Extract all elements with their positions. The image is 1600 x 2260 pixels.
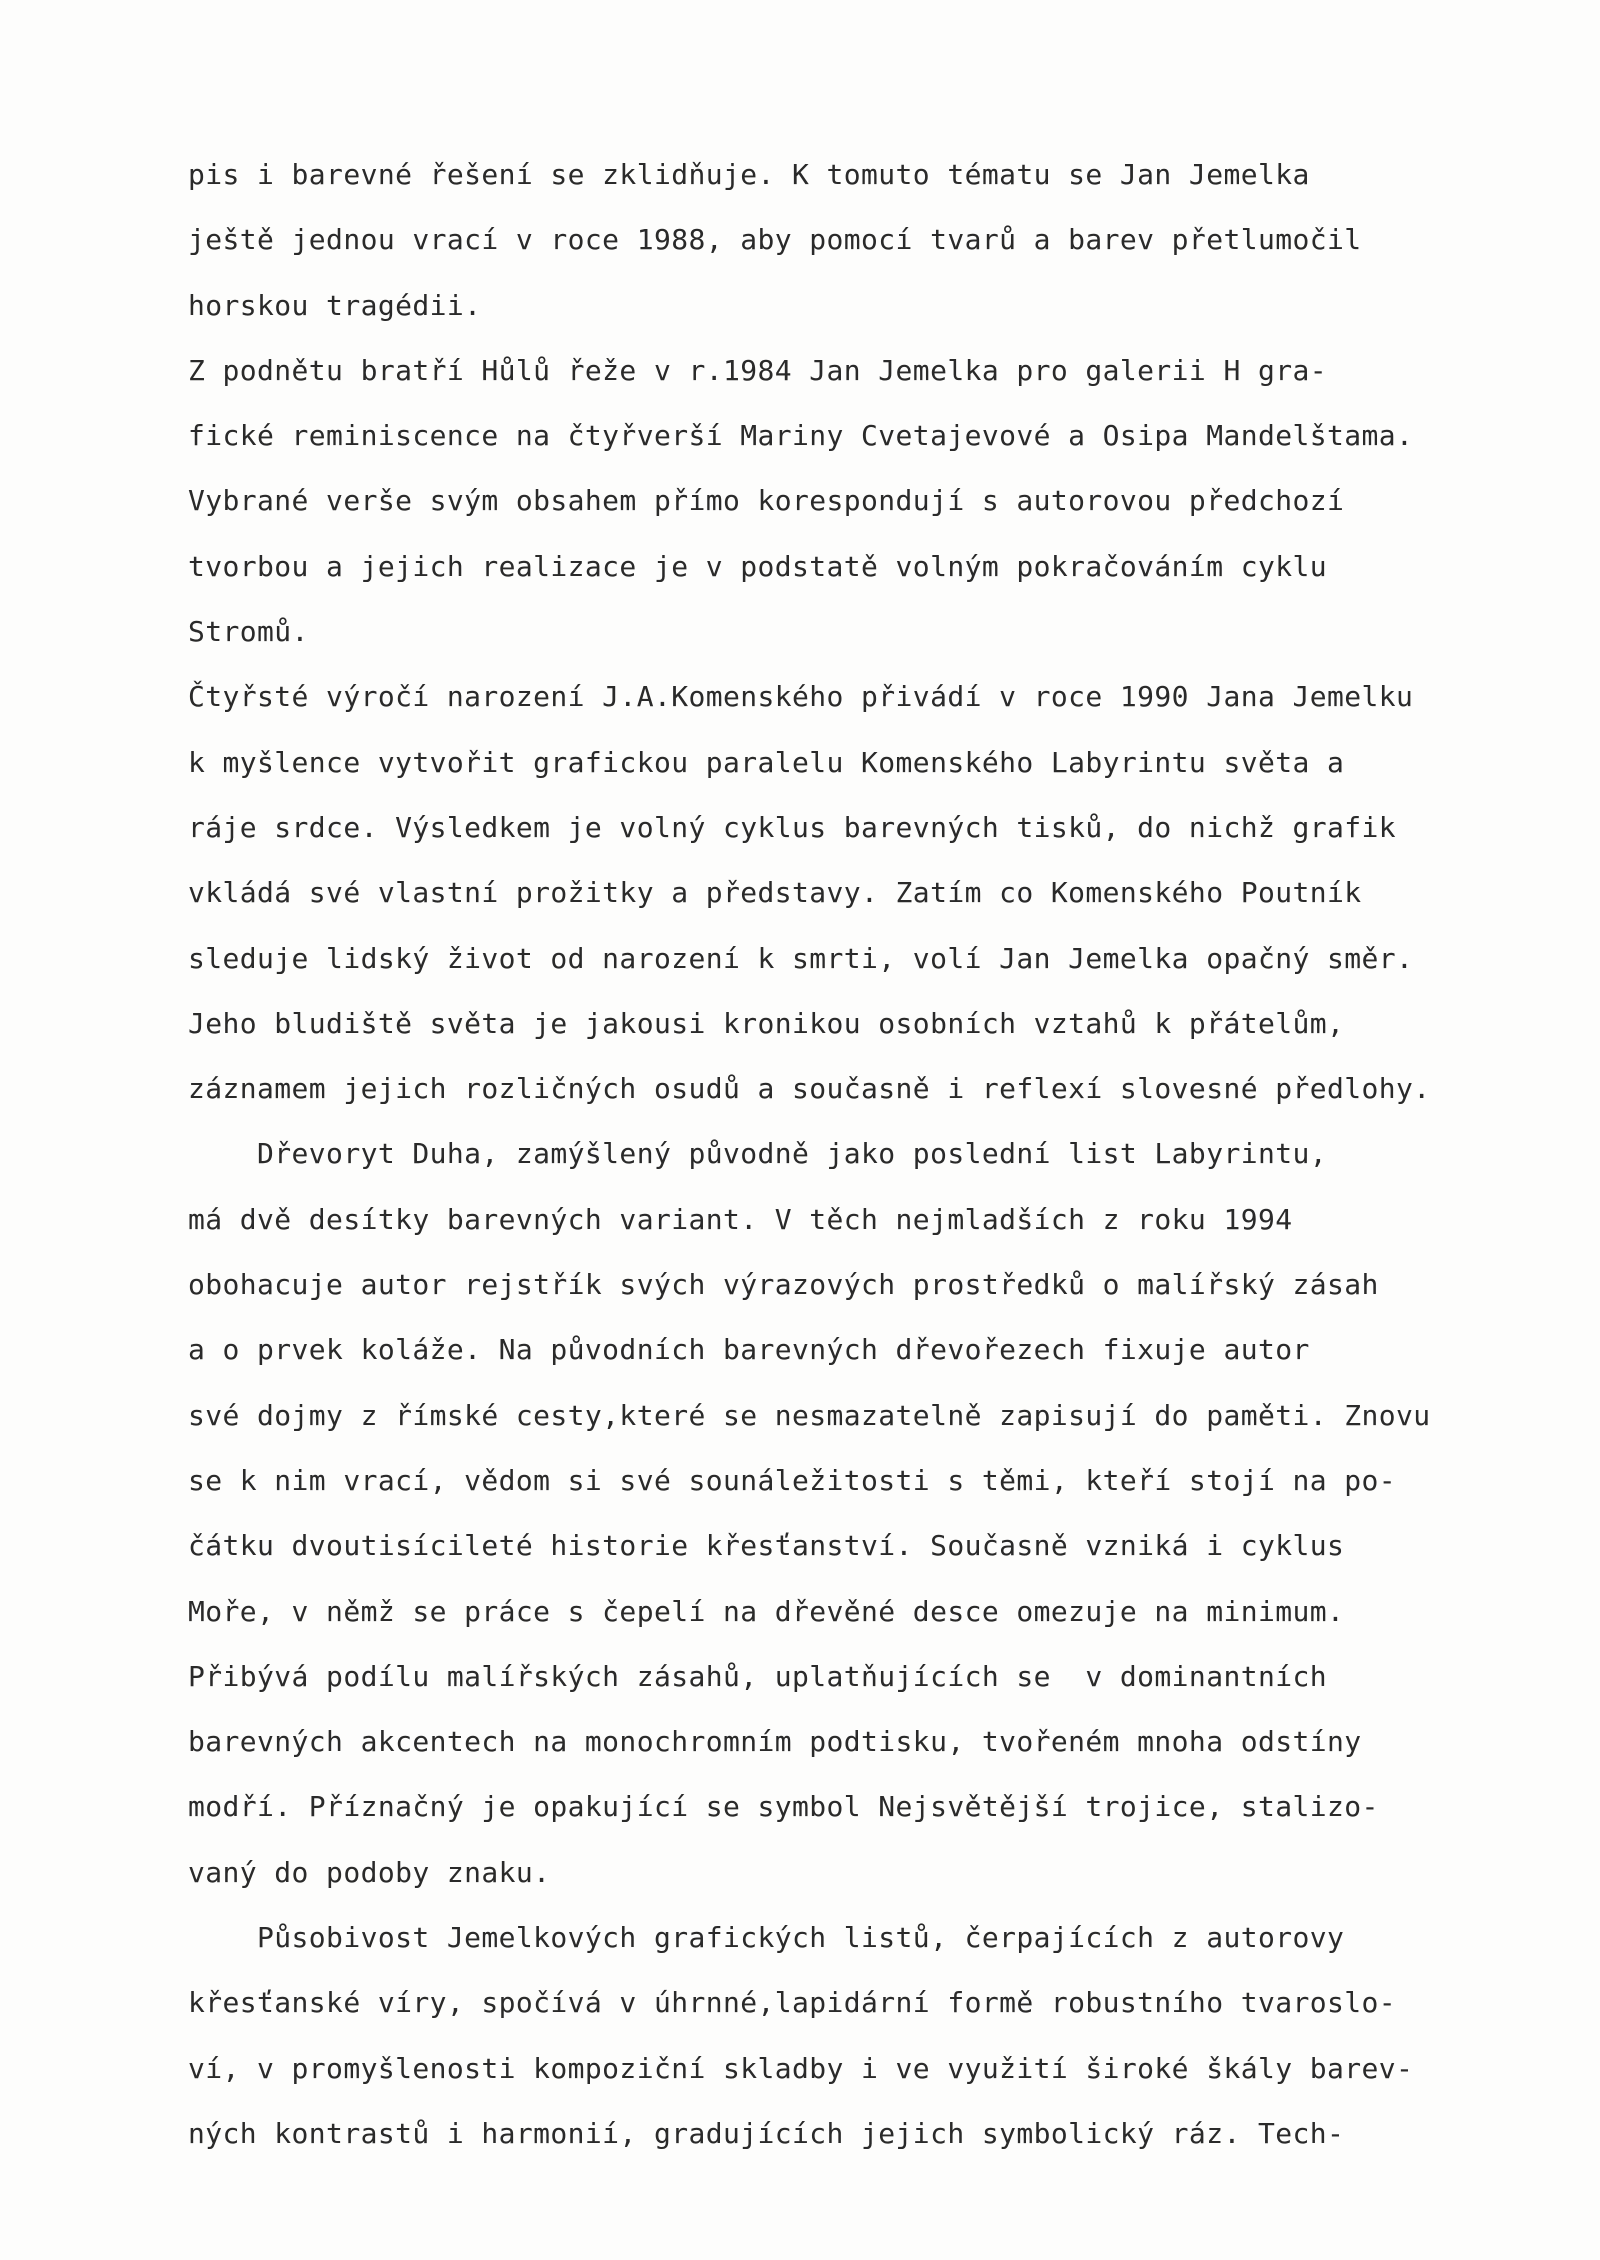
typewritten-text-body: [188, 142, 1600, 2166]
text-line: Jeho bludiště světa je jakousi kronikou osobních vztahů k přátelům,: [188, 1006, 1345, 1040]
text-line: Stromů.: [188, 615, 309, 649]
text-line: má dvě desítky barevných variant. V těch nejmladších z roku 1994: [188, 1202, 1293, 1236]
text-line: Vybrané verše svým obsahem přímo korespondují s autorovou předchozí: [188, 484, 1345, 518]
text-line: vkládá své vlastní prožitky a představy. Zatím co Komenského Poutník: [188, 876, 1362, 910]
text-line: se k nim vrací, vědom si své sounáležitosti s těmi, kteří stojí na po-: [188, 1463, 1397, 1497]
text-line: barevných akcentech na monochromním podtisku, tvořeném mnoha odstíny: [188, 1725, 1362, 1759]
text-line: horskou tragédii.: [188, 288, 482, 322]
text-line: vaný do podoby znaku.: [188, 1855, 551, 1889]
text-line: ráje srdce. Výsledkem je volný cyklus barevných tisků, do nichž grafik: [188, 810, 1397, 844]
text-line: své dojmy z římské cesty,které se nesmazatelně zapisují do paměti. Znovu: [188, 1398, 1431, 1432]
text-line: ví, v promyšlenosti kompoziční skladby i ve využití široké škály barev-: [188, 2051, 1414, 2085]
text-line: ných kontrastů i harmonií, gradujících jejich symbolický ráz. Tech-: [188, 2116, 1345, 2150]
text-line: obohacuje autor rejstřík svých výrazových prostředků o malířský zásah: [188, 1268, 1379, 1302]
text-line: Z podnětu bratří Hůlů řeže v r.1984 Jan Jemelka pro galerii H gra-: [188, 353, 1327, 387]
text-line: a o prvek koláže. Na původních barevných dřevořezech fixuje autor: [188, 1333, 1310, 1367]
text-line: Působivost Jemelkových grafických listů, čerpajících z autorovy: [188, 1921, 1345, 1955]
text-line: pis i barevné řešení se zklidňuje. K tomuto tématu se Jan Jemelka: [188, 158, 1310, 191]
text-line: Dřevoryt Duha, zamýšlený původně jako poslední list Labyrintu,: [188, 1137, 1327, 1171]
text-line: Přibývá podílu malířských zásahů, uplatňujících se v dominantních: [188, 1659, 1327, 1693]
text-line: záznamem jejich rozličných osudů a současně i reflexí slovesné předlohy.: [188, 1072, 1431, 1106]
text-line: sleduje lidský život od narození k smrti, volí Jan Jemelka opačný směr.: [188, 941, 1414, 975]
text-line: tvorbou a jejich realizace je v podstatě volným pokračováním cyklu: [188, 549, 1327, 583]
text-line: k myšlence vytvořit grafickou paralelu Komenského Labyrintu světa a: [188, 745, 1345, 779]
text-line: fické reminiscence na čtyřverší Mariny Cvetajevové a Osipa Mandelštama.: [188, 419, 1414, 453]
text-line: Čtyřsté výročí narození J.A.Komenského přivádí v roce 1990 Jana Jemelku: [188, 680, 1414, 714]
text-line: ještě jednou vrací v roce 1988, aby pomocí tvarů a barev přetlumočil: [188, 223, 1362, 257]
text-line: Moře, v němž se práce s čepelí na dřevěné desce omezuje na minimum.: [188, 1594, 1345, 1628]
text-line: čátku dvoutisícileté historie křesťanství. Současně vzniká i cyklus: [188, 1529, 1345, 1563]
text-line: křesťanské víry, spočívá v úhrnné,lapidární formě robustního tvaroslo-: [188, 1986, 1397, 2020]
text-line: modří. Příznačný je opakující se symbol Nejsvětější trojice, stalizo-: [188, 1790, 1379, 1824]
